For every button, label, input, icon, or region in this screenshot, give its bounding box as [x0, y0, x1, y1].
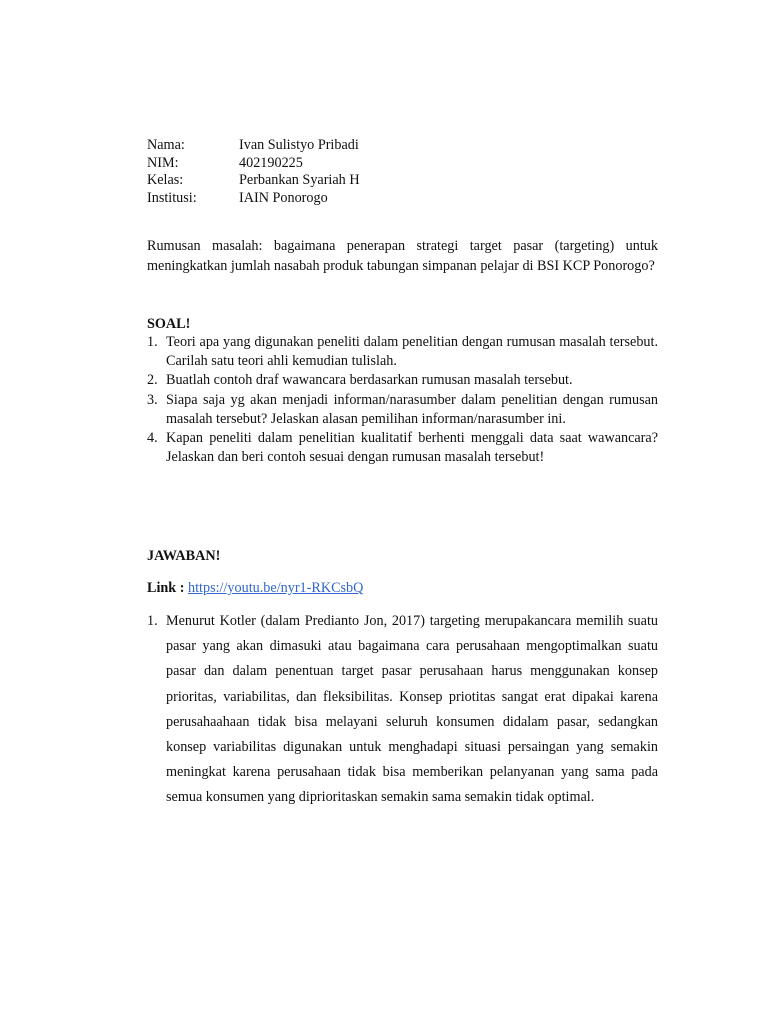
question-number: 2. [147, 372, 158, 389]
answer-text: Menurut Kotler (dalam Predianto Jon, 2017) targeting merupakancara memilih suatu pasar yang akan dimasuki atau bagaimana cara perusahaan mengoptimalkan suatu pasar dan dalam penentuan target pasar perusahaan harus menggunakan konsep prioritas, variabilitas, dan fleksibilitas. Konsep priotitas sangat erat dipakai karena perusahaahaan tidak bisa melayani seluruh konsumen didalam pasar, sedangkan konsep variabilitas digunakan untuk menghadapi situasi persaingan yang semakin meningkat karena perusahaan tidak bisa memberikan pelanyanan yang sama pada semua konsumen yang diprioritaskan semakin sama semakin tidak optimal. [166, 613, 658, 806]
question-item [147, 333, 658, 371]
link-line [147, 578, 363, 598]
jawaban-heading: JAWABAN! [147, 548, 221, 564]
name-value: Ivan Sulistyo Pribadi [239, 137, 359, 153]
question-text: Buatlah contoh draf wawancara berdasarkan rumusan masalah tersebut. [166, 372, 573, 389]
name-label: Nama: [147, 137, 185, 153]
video-link[interactable]: https://youtu.be/nyr1-RKCsbQ [188, 580, 364, 596]
nim-label: NIM: [147, 154, 179, 171]
question-item [147, 371, 658, 390]
class-label: Kelas: [147, 172, 184, 188]
answer-number: 1. [147, 613, 158, 629]
problem-statement: Rumusan masalah: bagaimana penerapan strategi target pasar (targeting) untuk meningkatkan jumlah nasabah produk tabungan simpanan pelajar di BSI KCP Ponorogo? [147, 238, 658, 274]
question-text: Teori apa yang digunakan peneliti dalam penelitian dengan rumusan masalah tersebut. Carilah satu teori ahli kemudian tulislah. [166, 334, 658, 370]
question-list [147, 333, 658, 467]
class-value: Perbankan Syariah H [239, 172, 360, 188]
info-row-class [147, 172, 447, 190]
link-label: Link : [147, 580, 185, 596]
question-number: 3. [147, 391, 158, 408]
info-row-name [147, 137, 447, 155]
institution-value: IAIN Ponorogo [239, 189, 328, 206]
question-number: 1. [147, 334, 158, 350]
question-text: Kapan peneliti dalam penelitian kualitatif berhenti menggali data saat wawancara? Jelaskan dan beri contoh sesuai dengan rumusan masalah tersebut! [166, 430, 658, 466]
nim-value: 402190225 [239, 154, 303, 171]
question-number: 4. [147, 430, 158, 447]
student-info [147, 137, 447, 207]
question-item [147, 391, 658, 429]
question-item [147, 429, 658, 467]
info-row-nim [147, 155, 447, 173]
soal-heading: SOAL! [147, 316, 191, 332]
institution-label: Institusi: [147, 189, 197, 206]
question-text: Siapa saja yg akan menjadi informan/narasumber dalam penelitian dengan rumusan masalah tersebut? Jelaskan alasan pemilihan informan/narasumber ini. [166, 391, 658, 427]
info-row-institution [147, 190, 447, 208]
answer-item [147, 609, 658, 811]
